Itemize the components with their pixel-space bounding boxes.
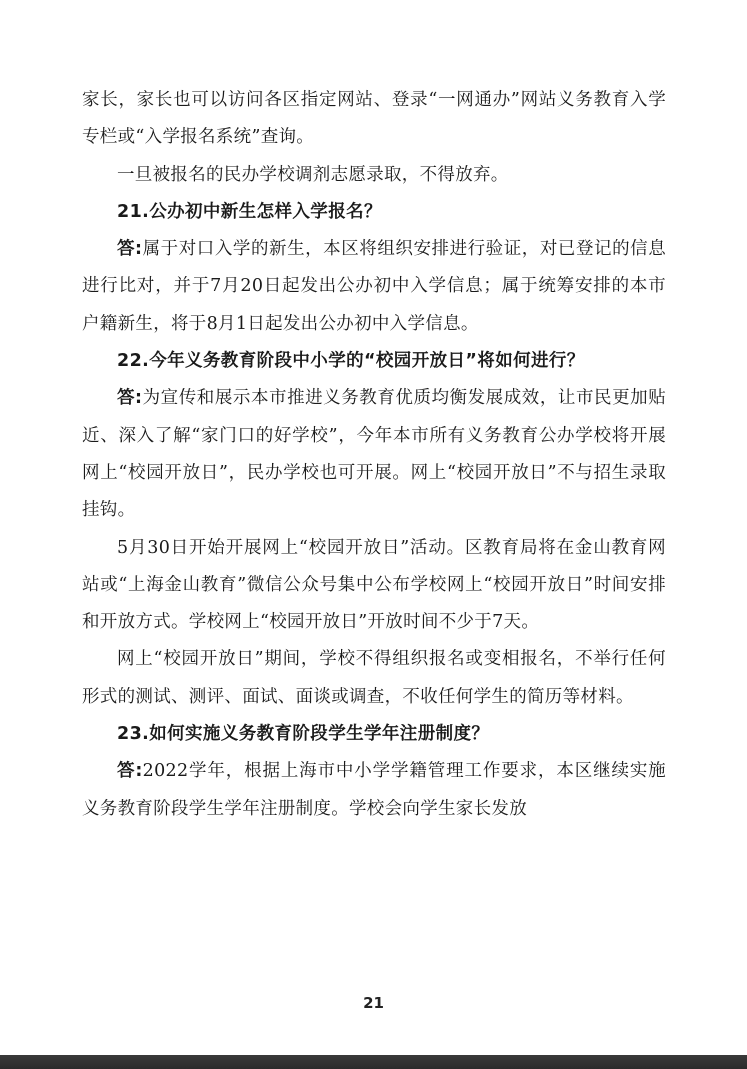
answer-label: 答: (117, 239, 143, 260)
answer-label: 答: (117, 761, 143, 782)
question-22-heading: 22.今年义务教育阶段中小学的“校园开放日”将如何进行？ (117, 351, 585, 372)
question-21-heading: 21.公办初中新生怎样入学报名？ (117, 201, 382, 222)
page-number: 21 (363, 994, 384, 1012)
paragraph-no-abandon: 一旦被报名的民办学校调剂志愿录取，不得放弃。 (117, 164, 509, 185)
answer-21 (82, 231, 666, 343)
answer-23 (82, 753, 666, 828)
paragraph-continuation: 家长，家长也可以访问各区指定网站、登录“一网通办”网站义务教育入学专栏或“入学报名系统”查询。 (82, 90, 666, 148)
question-23-heading: 23.如何实施义务教育阶段学生学年注册制度？ (117, 724, 490, 745)
answer-text: 为宣传和展示本市推进义务教育优质均衡发展成效，让市民更加贴近、深入了解“家门口的好学校”，今年本市所有义务教育公办学校将开展网上“校园开放日”，民办学校也可开展。网上“校园开放日”不与招生录取挂钩。 (82, 388, 666, 521)
viewer-bottom-bar (0, 1055, 747, 1069)
answer-text: 2022学年，根据上海市中小学学籍管理工作要求，本区继续实施义务教育阶段学生学年注册制度。学校会向学生家长发放 (82, 761, 666, 819)
answer-text: 属于对口入学的新生，本区将组织安排进行验证，对已登记的信息进行比对，并于7月20日起发出公办初中入学信息；属于统筹安排的本市户籍新生，将于8月1日起发出公办初中入学信息。 (82, 239, 666, 334)
paragraph-open-day-rules: 网上“校园开放日”期间，学校不得组织报名或变相报名，不举行任何形式的测试、测评、面试、面谈或调查，不收任何学生的简历等材料。 (82, 649, 666, 707)
answer-label: 答: (117, 388, 143, 409)
answer-22 (82, 380, 666, 529)
paragraph-open-day-schedule: 5月30日开始开展网上“校园开放日”活动。区教育局将在金山教育网站或“上海金山教育”微信公众号集中公布学校网上“校园开放日”时间安排和开放方式。学校网上“校园开放日”开放时间不少于7天。 (82, 537, 666, 633)
document-body (82, 82, 666, 828)
